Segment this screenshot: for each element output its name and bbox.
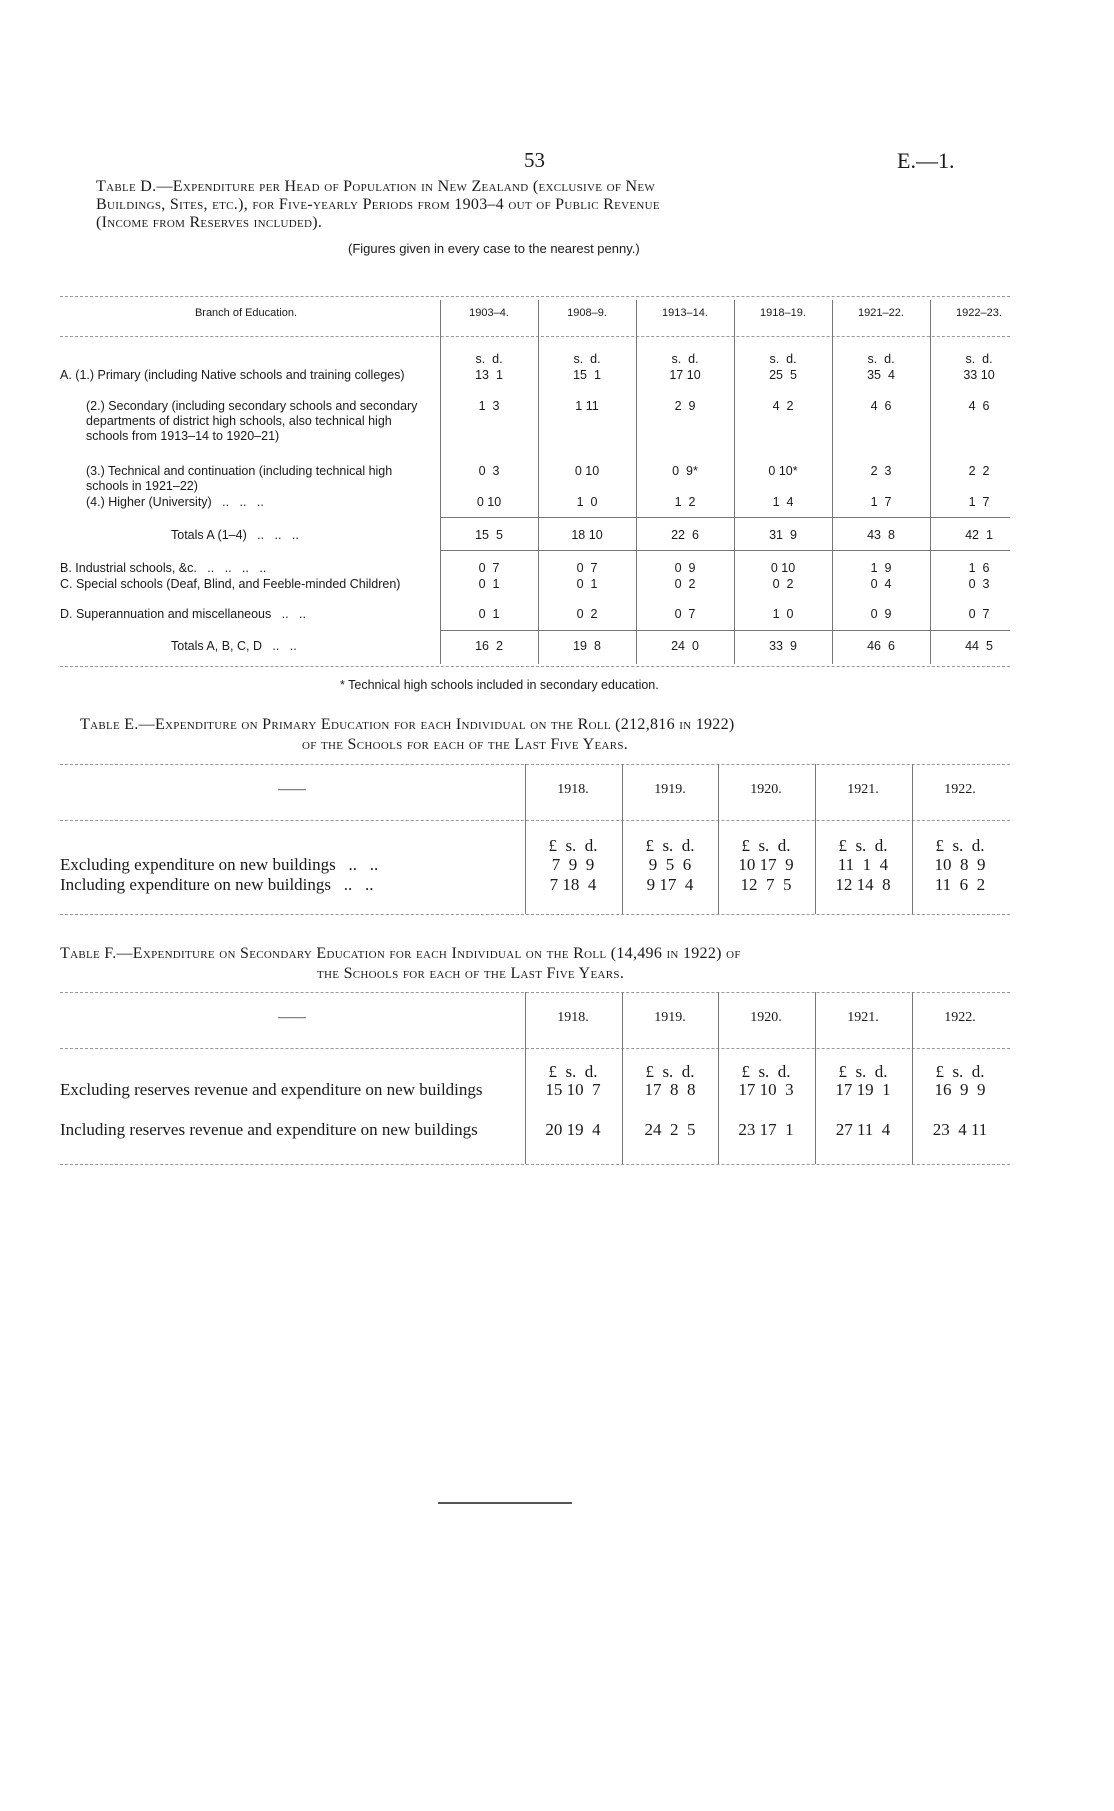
table-cell: 23 17 1 [738,1120,794,1139]
stub-dash: —— [278,782,306,797]
table-cell: 0 2 [674,577,696,591]
table-rule [60,666,1010,667]
subtotal-rule [440,517,1010,518]
units-label: s. d. [965,352,993,366]
stub-dash: —— [278,1010,306,1025]
table-cell: 4 6 [968,399,990,413]
row-label-including: Including expenditure on new buildings .. .. [60,875,374,894]
column-divider [912,992,913,1164]
table-cell: 0 10* [768,464,798,478]
table-cell: 1 0 [576,495,598,509]
table-cell: 17 10 [669,368,701,382]
table-rule [60,336,1010,337]
units-label: £ s. d. [645,1062,695,1081]
period-header: 1908–9. [567,307,607,319]
row-label-primary: A. (1.) Primary (including Native schools and training colleges) [60,368,405,382]
table-e-title-line-2: of the Schools for each of the Last Five Years. [302,736,629,753]
units-label: s. d. [573,352,601,366]
column-divider [538,300,539,664]
table-cell: 1 7 [968,495,990,509]
table-cell: 9 17 4 [646,875,694,894]
table-cell: 1 4 [772,495,794,509]
table-cell: 4 2 [772,399,794,413]
column-divider [440,300,441,664]
table-cell: 44 5 [965,639,993,653]
units-label: £ s. d. [935,836,985,855]
table-cell: 1 3 [478,399,500,413]
table-d-title-line-3: (Income from Reserves included). [96,214,323,231]
branch-header: Branch of Education. [194,307,298,319]
row-label-special: C. Special schools (Deaf, Blind, and Feeble-minded Children) [60,577,401,591]
table-cell: 33 9 [769,639,797,653]
row-label-excluding: Excluding expenditure on new buildings .. .. [60,855,379,874]
table-cell: 2 3 [870,464,892,478]
units-label: s. d. [475,352,503,366]
units-label: £ s. d. [838,1062,888,1081]
column-divider [636,300,637,664]
column-divider [930,300,931,664]
table-cell: 20 19 4 [545,1120,601,1139]
table-d [60,296,1010,666]
table-cell: 27 11 4 [835,1120,891,1139]
row-label-grand-total: Totals A, B, C, D .. .. [171,639,297,653]
table-rule [60,296,1010,297]
column-divider [734,300,735,664]
table-cell: 0 9 [674,561,696,575]
year-header: 1919. [654,1010,686,1025]
table-cell: 19 8 [573,639,601,653]
table-e [60,764,1010,914]
table-cell: 11 1 4 [837,855,889,874]
table-cell: 17 19 1 [835,1080,891,1099]
row-label-technical: (3.) Technical and continuation (including technical high schools in 1921–22) [86,464,393,493]
column-divider [525,992,526,1164]
units-label: £ s. d. [838,836,888,855]
table-cell: 24 2 5 [644,1120,696,1139]
page-reference: E.—1. [897,148,955,173]
column-divider [912,764,913,914]
table-cell: 23 4 11 [932,1120,988,1139]
table-cell: 15 5 [475,528,503,542]
table-cell: 7 9 9 [551,855,595,874]
year-header: 1919. [654,782,686,797]
table-cell: 0 9 [870,607,892,621]
table-cell: 31 9 [769,528,797,542]
units-label: £ s. d. [548,1062,598,1081]
table-d-title-line-2: Buildings, Sites, etc.), for Five-yearly Periods from 1903–4 out of Public Revenue [96,196,660,213]
table-rule [60,992,1010,993]
year-header: 1922. [944,782,976,797]
year-header: 1918. [557,1010,589,1025]
table-cell: 22 6 [671,528,699,542]
table-cell: 1 0 [772,607,794,621]
units-label: £ s. d. [935,1062,985,1081]
column-divider [832,300,833,664]
table-cell: 13 1 [475,368,503,382]
table-cell: 4 6 [870,399,892,413]
table-cell: 9 5 6 [648,855,692,874]
end-rule [438,1502,572,1504]
units-label: s. d. [671,352,699,366]
units-label: £ s. d. [741,1062,791,1081]
table-d-title-line-1: Table D.—Expenditure per Head of Population in New Zealand (exclusive of New [96,178,656,195]
year-header: 1921. [847,1010,879,1025]
column-divider [815,992,816,1164]
table-cell: 0 7 [674,607,696,621]
table-cell: 18 10 [571,528,603,542]
table-cell: 25 5 [769,368,797,382]
column-divider [718,764,719,914]
table-cell: 11 6 2 [934,875,986,894]
year-header: 1921. [847,782,879,797]
table-cell: 0 10 [574,464,600,478]
table-cell: 24 0 [671,639,699,653]
table-cell: 1 7 [870,495,892,509]
table-cell: 15 1 [573,368,601,382]
table-cell: 10 17 9 [738,855,794,874]
table-cell: 16 9 9 [934,1080,986,1099]
table-f [60,992,1010,1164]
table-d-subtitle: (Figures given in every case to the nearest penny.) [348,241,640,256]
table-cell: 33 10 [963,368,995,382]
year-header: 1920. [750,782,782,797]
table-cell: 43 8 [867,528,895,542]
table-cell: 12 14 8 [835,875,891,894]
table-cell: 15 10 7 [545,1080,601,1099]
units-label: s. d. [867,352,895,366]
table-cell: 0 2 [772,577,794,591]
table-cell: 46 6 [867,639,895,653]
table-cell: 35 4 [867,368,895,382]
table-d-footnote: * Technical high schools included in secondary education. [340,678,659,692]
year-header: 1920. [750,1010,782,1025]
year-header: 1918. [557,782,589,797]
table-rule [60,1164,1010,1165]
row-label-superannuation: D. Superannuation and miscellaneous .. .. [60,607,306,621]
table-cell: 0 1 [478,577,500,591]
table-cell: 17 10 3 [738,1080,794,1099]
table-f-title-line-1: Table F.—Expenditure on Secondary Education for each Individual on the Roll (14,496 in 1922) of [60,945,741,962]
table-cell: 0 1 [576,577,598,591]
table-e-title-line-1: Table E.—Expenditure on Primary Education for each Individual on the Roll (212,816 in 1922) [80,716,735,733]
table-cell: 1 11 [575,399,599,413]
table-cell: 0 10 [476,495,502,509]
units-label: s. d. [769,352,797,366]
table-f-title-line-2: the Schools for each of the Last Five Years. [317,965,625,982]
subtotal-rule [440,630,1010,631]
table-cell: 10 8 9 [934,855,986,874]
table-cell: 0 1 [478,607,500,621]
row-label-totals-a: Totals A (1–4) .. .. .. [171,528,299,542]
column-divider [525,764,526,914]
period-header: 1921–22. [858,307,904,319]
table-cell: 12 7 5 [740,875,792,894]
table-cell: 0 7 [576,561,598,575]
period-header: 1918–19. [760,307,806,319]
table-cell: 17 8 8 [644,1080,696,1099]
table-rule [60,764,1010,765]
period-header: 1903–4. [469,307,509,319]
row-label-industrial: B. Industrial schools, &c. .. .. .. .. [60,561,267,575]
subtotal-rule [440,550,1010,551]
table-cell: 16 2 [475,639,503,653]
row-label-including-reserves: Including reserves revenue and expenditure on new buildings [60,1120,478,1139]
table-cell: 0 2 [576,607,598,621]
table-cell: 0 3 [968,577,990,591]
column-divider [718,992,719,1164]
year-header: 1922. [944,1010,976,1025]
table-cell: 0 9* [672,464,698,478]
table-cell: 2 2 [968,464,990,478]
period-header: 1913–14. [662,307,708,319]
column-divider [622,992,623,1164]
table-cell: 0 7 [968,607,990,621]
page-number: 53 [524,148,545,172]
table-cell: 0 10 [770,561,796,575]
table-cell: 0 3 [478,464,500,478]
table-rule [60,820,1010,821]
table-cell: 7 18 4 [549,875,597,894]
table-rule [60,1048,1010,1049]
column-divider [622,764,623,914]
table-cell: 0 4 [870,577,892,591]
row-label-excluding-reserves: Excluding reserves revenue and expenditure on new buildings [60,1080,483,1099]
units-label: £ s. d. [645,836,695,855]
table-cell: 2 9 [674,399,696,413]
table-cell: 0 7 [478,561,500,575]
table-cell: 42 1 [965,528,993,542]
units-label: £ s. d. [548,836,598,855]
column-divider [815,764,816,914]
table-cell: 1 9 [870,561,892,575]
table-rule [60,914,1010,915]
units-label: £ s. d. [741,836,791,855]
table-cell: 1 6 [968,561,990,575]
period-header: 1922–23. [956,307,1002,319]
table-cell: 1 2 [674,495,696,509]
row-label-secondary: (2.) Secondary (including secondary schools and secondary departments of district high schools, also technical high schools from 1913–14 to 1920–21) [86,399,418,443]
row-label-higher: (4.) Higher (University) .. .. .. [86,495,264,509]
